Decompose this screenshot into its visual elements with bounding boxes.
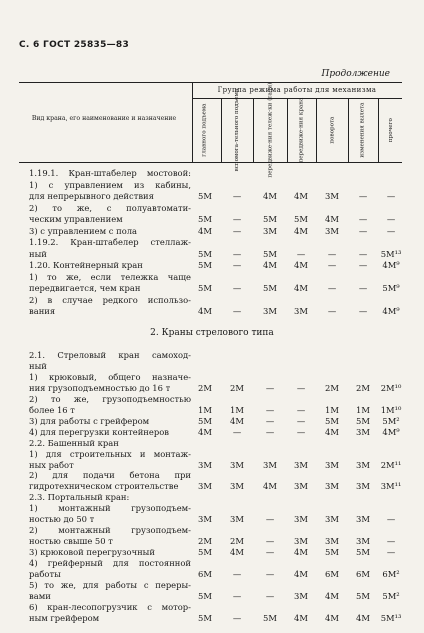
row-value: 4М⁹: [382, 260, 400, 270]
row-value: 4М: [263, 481, 277, 492]
row-value: 4М: [294, 283, 308, 293]
row-value: 4М: [198, 225, 212, 236]
row-value: 5М: [198, 415, 212, 426]
row-value: —: [265, 415, 275, 426]
row-value: 2М: [198, 536, 212, 547]
row-value: —: [296, 248, 306, 259]
table-row: [0, 237, 424, 247]
table-row: [0, 249, 424, 259]
row-label: 1) с управлением из кабины,: [29, 179, 191, 190]
row-value: 2М¹¹: [380, 459, 402, 470]
row-value: 3М: [263, 459, 277, 470]
row-value: 4М: [294, 260, 308, 270]
column-heading-label: главного подъема: [201, 103, 208, 157]
row-value: 5М: [263, 612, 277, 623]
row-value: 3М: [325, 481, 339, 492]
column-heading: [320, 100, 344, 160]
row-value: 3М: [294, 514, 308, 525]
row-value: 3М: [198, 481, 212, 492]
row-label: 2) то же, с полуавтомати-: [29, 202, 191, 213]
row-label: 2.1. Стреловый кран самоход-: [29, 350, 191, 360]
row-value: 3М: [230, 459, 244, 470]
row-value: 4М: [294, 547, 308, 558]
row-label: 4) для перегрузки контейнеров: [29, 426, 169, 437]
row-value: 2М: [356, 382, 370, 393]
table-row: [0, 591, 424, 601]
row-value: 3М: [356, 481, 370, 492]
column-heading: [379, 100, 403, 160]
row-value: 3М: [294, 481, 308, 492]
row-value: —: [358, 260, 368, 270]
row-value: —: [296, 426, 306, 437]
row-value: —: [386, 214, 396, 224]
row-value: —: [358, 191, 368, 201]
column-divider: [221, 98, 222, 162]
row-value: 5М: [263, 283, 277, 293]
row-value: 3М: [294, 536, 308, 547]
row-label: 5) то же, для работы с переры-: [29, 579, 191, 590]
row-label: 1.20. Контейнерный кран: [29, 260, 143, 270]
table-row: [0, 580, 424, 590]
row-value: 4М: [325, 214, 339, 224]
row-value: 5М: [198, 214, 212, 224]
table-row: [0, 449, 424, 459]
row-value: —: [232, 283, 242, 293]
row-value: 3М: [356, 426, 370, 437]
row-value: 4М: [230, 415, 244, 426]
row-value: —: [296, 415, 306, 426]
table-row: [0, 481, 424, 491]
row-value: 3М: [325, 225, 339, 236]
stub-heading: Вид крана, его наименование и назначение: [31, 115, 177, 122]
row-label: более 16 т: [29, 404, 75, 415]
table-row: [0, 536, 424, 546]
row-label: 2.2. Башенный кран: [29, 437, 119, 448]
row-value: 1М: [325, 404, 339, 415]
table-row: [0, 427, 424, 437]
row-value: 5М¹³: [380, 612, 402, 623]
table-row: [0, 558, 424, 568]
row-value: —: [296, 382, 306, 393]
row-value: —: [327, 248, 337, 259]
table-row: [0, 260, 424, 270]
column-heading-label: прочего: [387, 118, 394, 142]
row-value: 4М: [325, 590, 339, 601]
row-value: 4М: [294, 225, 308, 236]
table-row: [0, 438, 424, 448]
table-row: [0, 226, 424, 236]
row-label: ностью до 50 т: [29, 514, 95, 525]
row-value: 5М: [356, 590, 370, 601]
row-value: —: [386, 225, 396, 236]
row-value: 4М⁹: [382, 306, 400, 316]
table-top-rule: [19, 82, 402, 83]
table-row: [0, 514, 424, 524]
row-value: 4М: [294, 569, 308, 579]
table-row: [0, 405, 424, 415]
row-label: 2) то же, грузоподъемностью: [29, 393, 191, 404]
row-value: 6М: [356, 569, 370, 579]
row-value: 2М: [325, 382, 339, 393]
row-value: 5М²: [382, 590, 400, 601]
page-header: С. 6 ГОСТ 25835—83: [19, 40, 130, 50]
row-value: 4М: [325, 612, 339, 623]
row-label: 1) монтажный грузоподъем-: [29, 503, 191, 514]
row-value: —: [358, 306, 368, 316]
row-value: 3М: [325, 459, 339, 470]
row-value: 3М: [294, 459, 308, 470]
row-value: 3М: [230, 481, 244, 492]
column-heading: [289, 97, 313, 163]
row-label: ных работ: [29, 459, 74, 470]
row-value: 5М: [356, 415, 370, 426]
row-value: —: [265, 382, 275, 393]
row-value: 6М²: [382, 569, 400, 579]
row-value: —: [265, 514, 275, 525]
column-heading-label: передвиже-ния крана: [297, 97, 304, 163]
row-value: 5М: [263, 248, 277, 259]
row-label: для непрерывного действия: [29, 191, 154, 201]
row-value: —: [232, 248, 242, 259]
table-row: [0, 272, 424, 282]
row-label: работы: [29, 569, 61, 579]
table-row: [0, 283, 424, 293]
row-value: 5М¹³: [380, 248, 402, 259]
row-value: 1М: [356, 404, 370, 415]
row-label: ным грейфером: [29, 612, 100, 623]
row-value: 6М: [198, 569, 212, 579]
column-divider: [378, 98, 379, 162]
row-value: 5М: [198, 612, 212, 623]
row-value: 3М: [325, 536, 339, 547]
row-label: 1.19.2. Кран-штабелер стеллаж-: [29, 237, 191, 247]
row-value: —: [265, 426, 275, 437]
row-value: 2М: [230, 382, 244, 393]
row-value: 4М: [198, 426, 212, 437]
row-value: 5М: [198, 283, 212, 293]
table-row: [0, 350, 424, 360]
table-row: [0, 214, 424, 224]
row-value: 3М: [325, 514, 339, 525]
table-row: [0, 547, 424, 557]
row-value: —: [358, 214, 368, 224]
row-label: 2) в случае редкого использо-: [29, 294, 191, 305]
column-divider: [287, 98, 288, 162]
row-value: 5М: [263, 214, 277, 224]
row-value: 4М: [325, 426, 339, 437]
column-heading-label: передвиже-ния тележ-ки (тали): [266, 82, 273, 178]
row-value: 3М: [263, 225, 277, 236]
table-row: [0, 180, 424, 190]
row-label: ностью свыше 50 т: [29, 536, 113, 547]
row-value: 3М: [294, 306, 308, 316]
row-value: —: [265, 404, 275, 415]
row-label: 4) грейферный для постоянной: [29, 558, 191, 569]
row-value: 4М: [356, 612, 370, 623]
column-divider: [253, 98, 254, 162]
row-value: —: [358, 225, 368, 236]
continuation-label: Продолжение: [321, 69, 390, 79]
row-value: 3М¹¹: [380, 481, 402, 492]
row-label: 6) кран-лесопогрузчик с мотор-: [29, 601, 191, 612]
table-row: [0, 503, 424, 513]
row-value: 3М: [230, 514, 244, 525]
column-divider: [348, 98, 349, 162]
row-value: 5М: [294, 214, 308, 224]
row-label: 2) для подачи бетона при: [29, 470, 191, 481]
row-value: —: [327, 306, 337, 316]
column-divider: [316, 98, 317, 162]
row-label: 3) с управлением с пола: [29, 225, 138, 236]
column-heading: [351, 100, 375, 160]
row-value: 4М: [294, 191, 308, 201]
row-value: 4М: [263, 191, 277, 201]
table-row: [0, 191, 424, 201]
row-value: 3М: [356, 536, 370, 547]
row-label: вами: [29, 590, 51, 601]
row-value: —: [232, 225, 242, 236]
row-value: —: [265, 569, 275, 579]
table-row: [0, 602, 424, 612]
row-label: ный: [29, 360, 47, 371]
row-value: 3М: [356, 514, 370, 525]
table-head-bottom-rule: [19, 162, 402, 163]
row-label: гидротехническом строительстве: [29, 481, 179, 492]
row-label: 1) то же, если тележка чаще: [29, 271, 191, 282]
row-value: —: [232, 569, 242, 579]
row-label: ный: [29, 248, 47, 259]
table-row: [0, 460, 424, 470]
table-row: [0, 203, 424, 213]
row-value: —: [232, 612, 242, 623]
column-heading: [225, 88, 249, 172]
row-value: —: [232, 214, 242, 224]
table-row: [0, 372, 424, 382]
row-value: —: [232, 306, 242, 316]
row-value: 5М²: [382, 415, 400, 426]
table-row: [0, 569, 424, 579]
row-value: 1М: [198, 404, 212, 415]
table-row: [0, 361, 424, 371]
row-value: —: [386, 514, 396, 525]
table-row: [0, 394, 424, 404]
group-rule: [192, 98, 402, 99]
row-value: —: [265, 590, 275, 601]
row-value: 3М: [356, 459, 370, 470]
row-value: 3М: [263, 306, 277, 316]
row-label: ческим управлением: [29, 214, 123, 224]
row-value: 5М: [325, 547, 339, 558]
row-value: —: [232, 260, 242, 270]
group-heading: Группа режима работы для механизма: [217, 86, 377, 94]
table-row: [0, 470, 424, 480]
row-value: —: [265, 547, 275, 558]
row-label: 2) монтажный грузоподъем-: [29, 525, 191, 536]
row-value: —: [232, 191, 242, 201]
row-value: 2М¹⁰: [380, 382, 402, 393]
row-value: 5М: [198, 260, 212, 270]
row-value: 5М: [198, 248, 212, 259]
table-row: [0, 492, 424, 502]
row-label: 1.19.1. Кран-штабелер мостовой:: [29, 168, 191, 178]
row-label: вания: [29, 306, 56, 316]
column-heading: [193, 100, 217, 160]
table-row: [0, 168, 424, 178]
row-value: 3М: [325, 191, 339, 201]
row-value: 2М: [230, 536, 244, 547]
row-value: 3М: [198, 514, 212, 525]
row-value: —: [327, 260, 337, 270]
row-value: 5М: [198, 191, 212, 201]
row-value: 4М: [230, 547, 244, 558]
row-value: 5М: [325, 415, 339, 426]
row-value: 4М: [198, 306, 212, 316]
row-value: 3М: [198, 459, 212, 470]
row-value: 1М: [230, 404, 244, 415]
row-value: 4М: [294, 612, 308, 623]
table-row: [0, 525, 424, 535]
row-label: передвигается, чем кран: [29, 283, 141, 293]
row-value: 5М⁹: [382, 283, 400, 293]
table-row: [0, 613, 424, 623]
row-label: 3) для работы с грейфером: [29, 415, 150, 426]
row-label: 3) крюковой перегрузочный: [29, 547, 155, 558]
row-value: 5М: [198, 547, 212, 558]
row-value: 2М: [198, 382, 212, 393]
row-value: 6М: [325, 569, 339, 579]
column-heading-label: поворота: [328, 116, 335, 144]
row-label: ния грузоподъемностью до 16 т: [29, 382, 171, 393]
row-value: —: [232, 426, 242, 437]
table-row: [0, 416, 424, 426]
row-value: 1М¹⁰: [380, 404, 402, 415]
column-heading-label: вспомога-тельного подъема: [233, 88, 240, 172]
row-value: 4М: [263, 260, 277, 270]
table-row: [0, 383, 424, 393]
row-value: 4М⁹: [382, 426, 400, 437]
row-value: —: [296, 404, 306, 415]
row-label: 2.3. Портальный кран:: [29, 492, 130, 503]
row-value: —: [358, 248, 368, 259]
row-value: —: [386, 536, 396, 547]
section-title: 2. Краны стрелового типа: [150, 328, 274, 338]
row-value: —: [265, 536, 275, 547]
table-row: [0, 295, 424, 305]
row-value: —: [358, 283, 368, 293]
row-value: —: [386, 191, 396, 201]
row-value: —: [386, 547, 396, 558]
row-value: —: [232, 590, 242, 601]
column-heading: [258, 82, 282, 178]
row-label: 1) крюковый, общего назначе-: [29, 371, 191, 382]
table-row: [0, 306, 424, 316]
row-label: 1) для строительных и монтаж-: [29, 448, 191, 459]
column-heading-label: изменения вылета: [359, 102, 366, 158]
row-value: 3М: [294, 590, 308, 601]
row-value: 5М: [356, 547, 370, 558]
row-value: 5М: [198, 590, 212, 601]
row-value: —: [327, 283, 337, 293]
